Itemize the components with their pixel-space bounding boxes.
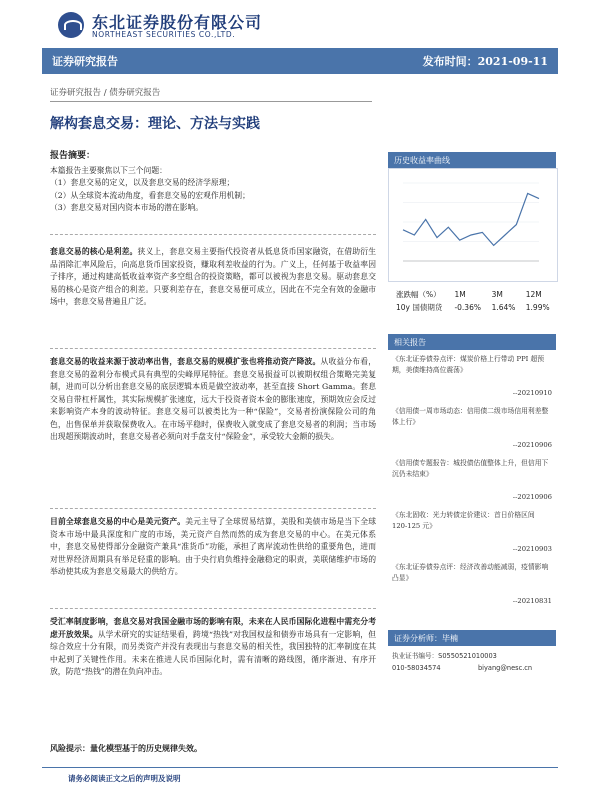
table-cell: -0.36% [454, 303, 481, 312]
table-header: 涨跌幅（%） [396, 290, 441, 299]
paragraph-lead: 套息交易的收益来源于波动率出售，套息交易的规模扩张也将推动资产降波。 [50, 357, 321, 366]
related-report-date: --20210906 [512, 441, 552, 449]
paragraph-body: 从学术研究的实证结果看，跨境“热钱”对我国权益和债券市场具有一定影响，但综合效应十分有限，而另类资产并没有表现出与套息交易的相关性，我国独特的汇率制度在其中起到了关键性作用。未来在推进人民币国际化时，需有清晰的路线图，循序渐进、有序开放，防范“热钱”的潜在负向冲击。 [50, 629, 377, 676]
yield-chart-svg [389, 169, 557, 281]
company-name-en: NORTHEAST SECURITIES CO.,LTD. [92, 30, 236, 39]
related-report-link[interactable]: 《东北固收：光力转债定价建议：首日价格区间 120-125 元》 [392, 511, 535, 530]
divider [50, 348, 376, 349]
paragraph [50, 616, 376, 679]
analyst-license: 执业证书编号：S0550521010003 [392, 652, 497, 660]
paragraph-lead: 套息交易的核心是利差。 [50, 247, 138, 256]
related-report-link[interactable]: 《东北证券债券点评：经济改善动能减弱，疫情影响凸显》 [392, 563, 549, 582]
divider [50, 234, 376, 235]
paragraph-lead: 目前全球套息交易的中心是美元资产。 [50, 517, 186, 526]
summary-intro: 本篇报告主要聚焦以下三个问题： [50, 165, 167, 175]
risk-warning: 风险提示：量化模型基于的历史规律失效。 [50, 743, 202, 753]
header-bar [42, 48, 558, 74]
related-report-date: --20210903 [512, 545, 552, 553]
publish-time: 发布时间：2021-09-11 [422, 55, 548, 68]
table-header: 12M [525, 290, 542, 299]
table-header-row [392, 288, 556, 301]
related-report-link[interactable]: 《信用债专题报告：城投债估值整体上升，但信用下沉仍未结束》 [392, 459, 549, 478]
chart-title: 历史收益率曲线 [394, 156, 450, 165]
breadcrumb: 证券研究报告 / 债券研究报告 [50, 88, 161, 98]
related-report-date: --20210906 [512, 493, 552, 501]
chart-series-line [403, 193, 539, 245]
related-title: 相关报告 [394, 338, 426, 347]
yield-chart [388, 168, 558, 282]
summary-item: （3）套息交易对国内资本市场的潜在影响。 [50, 203, 204, 212]
paragraph-lead: 受汇率制度影响，套息交易对我国金融市场的影响有限，未来在人民币国际化进程中需充分考虑开放效果。 [50, 617, 376, 639]
company-name-cn: 东北证券股份有限公司 [92, 13, 263, 32]
table-cell: 10y 国债期货 [396, 303, 443, 312]
divider [42, 767, 558, 768]
table-header: 1M [454, 290, 466, 299]
paragraph [50, 356, 376, 444]
related-reports-bar [388, 334, 556, 350]
related-report-link[interactable]: 《东北证券债券点评：煤炭价格上行带动 PPI 超预期，美债维持高位震荡》 [392, 355, 545, 374]
paragraph-body: 美元主导了全球贸易结算，美股和美债市场是当下全球资本市场中最具深度和广度的市场，美元资产自然而然的成为套息交易的中心。在美元体系中，套息交易使得部分金融资产兼具“准货币”功能，承担了离岸流动性供给的重要角色，进而对世界经济周期具有举足轻重的影响。由于央行肩负维持金融稳定的职责，美联储维护市场的举动使其成为套息交易最大的供给方。 [50, 517, 377, 576]
company-logo-icon [58, 12, 84, 38]
summary-item: （2）从全球资本流动角度，看套息交易的宏观作用机制； [50, 190, 250, 200]
table-header: 3M [491, 290, 503, 299]
analyst-phone: 010-58034574 [392, 664, 441, 672]
table-cell: 1.64% [491, 303, 516, 312]
summary-heading: 报告摘要： [50, 151, 96, 161]
paragraph-body: 从收益分布看，套息交易的盈利分布模式具有典型的尖峰厚尾特征。套息交易损益可以被期权组合策略完美复制，进而可以分析出套息交易的底层逻辑本质是做空波动率，甚至直接 Short Gamma。套息交易自带杠杆属性，其实际规模扩张速度，远大于投资者资本金的膨胀速度，预期效应会反过来影响资产本身的波动特征。套息交易可以被类比为一种“保险”，交易者扮演保险公司的角色，出售保单并获取保费收入。在市场平稳时，保费收入就变成了套息交易者的利润；当市场出现超预期波动时，套息交易者必须向对手盘支付“保险金”，承受较大金额的损失。 [50, 357, 377, 441]
performance-table [392, 288, 556, 314]
related-report-link[interactable]: 《信用债一周市场动态：信用债二级市场信用利差整体上行》 [392, 407, 549, 426]
analyst-bar [388, 630, 556, 646]
divider [50, 101, 372, 102]
paragraph [50, 246, 376, 309]
chart-title-bar [388, 152, 556, 168]
related-report-date: --20210910 [512, 389, 552, 397]
analyst-email[interactable]: biyang@nesc.cn [478, 664, 533, 672]
divider [50, 508, 376, 509]
footer-disclaimer: 请务必阅读正文之后的声明及说明 [68, 774, 181, 783]
paragraph-body: 狭义上，套息交易主要指代投资者从低息货币国家融资，在借助衍生品消除汇率风险后，向高息货币国家投资，赚取利差收益的行为。广义上，任何基于收益率因子排序，通过构建高低收益率资产多空组合的投资策略，都可以被视为套息交易。驱动套息交易的核心是资产组合的利差。只要利差存在，套息交易便可成立，因此在不完全有效的金融市场中，套息交易普遍且广泛。 [50, 247, 377, 306]
analyst-title: 证券分析师：毕楠 [394, 634, 458, 643]
table-cell: 1.99% [525, 303, 550, 312]
related-report-date: --20210831 [512, 597, 552, 605]
paragraph [50, 516, 376, 579]
report-type: 证券研究报告 [52, 55, 118, 68]
table-row [392, 301, 556, 314]
summary-item: （1）套息交易的定义，以及套息交易的经济学原理； [50, 178, 235, 187]
divider [50, 608, 376, 609]
page-title: 解构套息交易：理论、方法与实践 [50, 116, 260, 132]
